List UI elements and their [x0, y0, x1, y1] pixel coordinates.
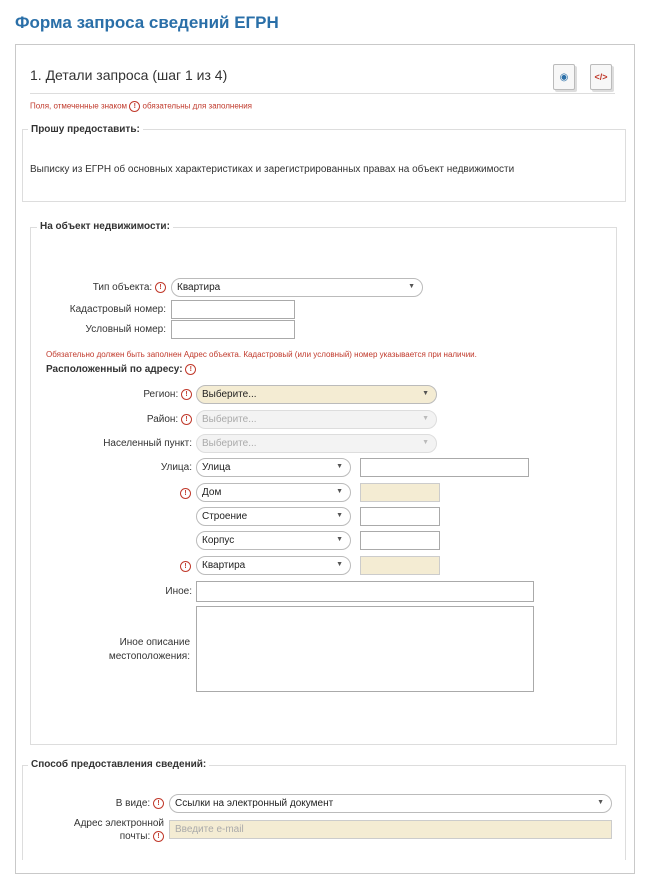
apartment-type-select[interactable] — [196, 556, 351, 575]
apartment-type-value: Квартира — [202, 560, 246, 571]
property-legend: На объект недвижимости: — [37, 221, 173, 232]
required-note-text-end: обязательны для заполнения — [142, 101, 252, 111]
chevron-down-icon: ▼ — [336, 536, 343, 543]
delivery-form-select[interactable] — [169, 794, 612, 813]
required-icon: ! — [181, 414, 192, 425]
block-input[interactable] — [360, 531, 440, 550]
building-type-select[interactable] — [196, 507, 351, 526]
chevron-down-icon: ▼ — [422, 439, 429, 446]
delivery-form-label-text: В виде: — [115, 798, 151, 810]
region-value: Выберите... — [202, 389, 257, 400]
building-input[interactable] — [360, 507, 440, 526]
required-icon: ! — [180, 561, 191, 572]
district-label — [100, 414, 192, 425]
house-input[interactable] — [360, 483, 440, 502]
chevron-down-icon: ▼ — [422, 390, 429, 397]
conditional-input[interactable] — [171, 320, 295, 339]
delivery-legend: Способ предоставления сведений: — [28, 759, 209, 770]
street-label: Улица: — [160, 462, 192, 473]
district-label-text: Район: — [146, 414, 179, 426]
step-title: 1. Детали запроса (шаг 1 из 4) — [30, 67, 228, 83]
eye-icon[interactable] — [553, 64, 575, 90]
other-description-label — [80, 636, 190, 664]
chevron-down-icon: ▼ — [597, 799, 604, 806]
house-type-value: Дом — [202, 487, 222, 498]
street-type-value: Улица — [202, 462, 231, 473]
email-label — [40, 817, 164, 843]
required-icon: ! — [155, 282, 166, 293]
street-type-select[interactable] — [196, 458, 351, 477]
region-label-text: Регион: — [143, 389, 179, 401]
object-type-select[interactable] — [171, 278, 423, 297]
page-title: Форма запроса сведений ЕГРН — [15, 13, 279, 32]
code-icon[interactable] — [590, 64, 612, 90]
required-icon: ! — [153, 831, 164, 842]
chevron-down-icon: ▼ — [336, 463, 343, 470]
required-icon: ! — [153, 798, 164, 809]
step-divider — [30, 93, 615, 94]
chevron-down-icon: ▼ — [336, 512, 343, 519]
cadastral-label: Кадастровый номер: — [69, 304, 166, 315]
apartment-input[interactable] — [360, 556, 440, 575]
object-type-label — [70, 282, 166, 293]
street-input[interactable] — [360, 458, 529, 477]
email-label-line1: Адрес электронной — [73, 818, 164, 829]
region-label — [100, 389, 192, 400]
house-type-select[interactable] — [196, 483, 351, 502]
request-text: Выписку из ЕГРН об основных характеристиках и зарегистрированных правах на объект недвижимости — [30, 164, 515, 175]
address-heading — [46, 364, 196, 375]
address-note: Обязательно должен быть заполнен Адрес объекта. Кадастровый (или условный) номер указывается при наличии. — [46, 350, 477, 359]
address-heading-text: Расположенный по адресу: — [46, 364, 183, 376]
other-description-textarea[interactable] — [196, 606, 534, 692]
eye-glyph: ◉ — [559, 71, 569, 83]
required-icon: ! — [181, 389, 192, 400]
chevron-down-icon: ▼ — [336, 561, 343, 568]
required-icon: ! — [180, 488, 191, 499]
block-type-select[interactable] — [196, 531, 351, 550]
locality-select[interactable] — [196, 434, 437, 453]
region-select[interactable] — [196, 385, 437, 404]
locality-value: Выберите... — [202, 438, 257, 449]
district-value: Выберите... — [202, 414, 257, 425]
locality-label: Населенный пункт: — [103, 438, 192, 449]
conditional-label: Условный номер: — [85, 324, 166, 335]
required-note — [30, 101, 252, 112]
email-input[interactable]: Введите e-mail — [169, 820, 612, 839]
other-label: Иное: — [165, 586, 192, 597]
chevron-down-icon: ▼ — [408, 283, 415, 290]
email-label-line2: почты: — [119, 831, 151, 842]
chevron-down-icon: ▼ — [336, 488, 343, 495]
code-glyph: </> — [594, 72, 608, 82]
other-description-label-line1: Иное описание — [119, 637, 190, 648]
delivery-form-value: Ссылки на электронный документ — [175, 798, 334, 809]
district-select[interactable] — [196, 410, 437, 429]
block-type-value: Корпус — [202, 535, 235, 546]
cadastral-input[interactable] — [171, 300, 295, 319]
building-type-value: Строение — [202, 511, 248, 522]
required-icon: ! — [185, 364, 196, 375]
delivery-form-label — [60, 798, 164, 809]
required-note-text: Поля, отмеченные знаком — [30, 101, 128, 111]
required-icon: ! — [129, 101, 140, 112]
other-input[interactable] — [196, 581, 534, 602]
object-type-value: Квартира — [177, 282, 221, 293]
chevron-down-icon: ▼ — [422, 415, 429, 422]
request-legend: Прошу предоставить: — [28, 124, 143, 135]
other-description-label-line2: местоположения: — [108, 651, 190, 662]
object-type-label-text: Тип объекта: — [92, 282, 153, 294]
